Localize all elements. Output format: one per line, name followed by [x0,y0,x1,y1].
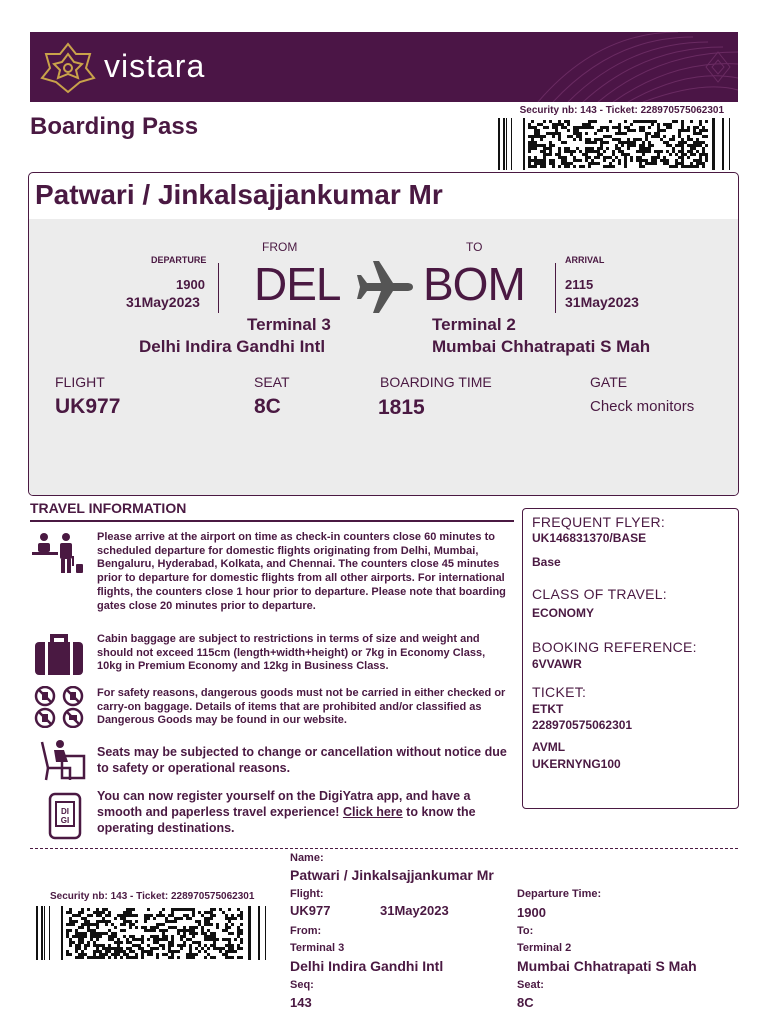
seat-number: 8C [254,395,281,418]
departure-divider [218,263,219,313]
class-of-travel-label: CLASS OF TRAVEL: [532,586,667,602]
flight-number: UK977 [55,395,121,418]
digiyatra-text [97,788,509,836]
stub-name-label: Name: [290,852,324,864]
flight-card [28,172,739,496]
loyalty-info-box [522,508,739,809]
stub-to-airport: Mumbai Chhatrapati S Mah [517,958,697,974]
stub-departure-time-label: Departure Time: [517,888,602,900]
dangerous-goods-icon [33,686,87,728]
dangerous-goods-text: For safety reasons, dangerous goods must not be carried in either checked or carry-on baggage. Details of items that are prohibited and/or classified as Dangerous Goods may be found in our website. [97,687,506,727]
meal-code: AVML [532,740,566,754]
departure-time: 1900 [176,277,205,292]
stub-name-value: Patwari / Jinkalsajjankumar Mr [290,867,494,883]
to-terminal: Terminal 2 [432,315,516,334]
frequent-flyer-number: UK146831370/BASE [532,531,647,545]
stub-from-label: From: [290,925,322,937]
baggage-icon [34,632,84,676]
airplane-icon [355,257,415,317]
stub-departure-time-value: 1900 [517,905,546,920]
boarding-time: 1815 [378,396,425,419]
ticket-number: 228970575062301 [532,718,633,732]
boarding-time-label: BOARDING TIME [380,374,492,390]
to-airport-code: BOM [423,258,525,310]
stub-to-label: To: [517,925,534,937]
seat-label: SEAT [254,374,290,390]
flight-label: FLIGHT [55,374,105,390]
vistara-logo-icon [38,40,98,96]
page-title: Boarding Pass [30,113,199,140]
arrival-date: 31May2023 [565,294,639,310]
stub-seat-value: 8C [517,995,534,1010]
gate-value: Check monitors [590,398,695,415]
to-label: TO [466,240,483,254]
flight-details-panel [29,219,739,496]
header-pattern-decoration [518,32,738,102]
travel-info-divider [30,520,514,522]
from-terminal: Terminal 3 [247,315,331,334]
frequent-flyer-label: FREQUENT FLYER: [532,514,666,530]
stub-security-line: Security nb: 143 - Ticket: 228970575062301 [50,891,255,902]
brand-wordmark: vistara [104,48,206,84]
booking-reference-label: BOOKING REFERENCE: [532,639,697,655]
to-airport-name: Mumbai Chhatrapati S Mah [432,337,651,356]
checkin-info-text: Please arrive at the airport on time as check-in counters close 60 minutes to scheduled departure for domestic flights originating from Delhi, Mumbai, Bengaluru, Hyderabad, Kolkata, and Chennai. The counters close 45 minutes prior to departure for domestic flights from all other airports. For international flights, the counters close 1 hour prior to departure. Please note that boarding gates close 20 minutes prior to departure. [97,531,506,612]
stub-seq-value: 143 [290,995,312,1010]
stub-seat-label: Seat: [517,979,544,991]
from-label: FROM [262,240,298,254]
class-of-travel-value: ECONOMY [532,606,595,620]
meal-reference: UKERNYNG100 [532,757,621,771]
baggage-info-text: Cabin baggage are subject to restrictions in terms of size and weight and should not exceed 115cm (length+width+height) or 7kg in Economy Class, 10kg in Premium Economy and 12kg in Business Class. [97,633,486,673]
arrival-divider [555,263,556,313]
ticket-label: TICKET: [532,684,587,700]
gate-label: GATE [590,374,628,390]
travel-info-title: TRAVEL INFORMATION [30,500,187,516]
seat-icon [36,738,88,782]
stub-seq-label: Seq: [290,979,314,991]
seat-change-text: Seats may be subjected to change or cancellation without notice due to safety or operational reasons. [97,745,507,775]
booking-reference-value: 6VVAWR [532,657,582,671]
departure-date: 31May2023 [126,294,200,310]
header-banner [30,32,738,102]
digiyatra-text-before: You can now register yourself on the DigiYatra app, and have a smooth and paperless travel experience! [97,789,471,819]
security-ticket-line: Security nb: 143 - Ticket: 228970575062301 [519,105,724,116]
digiyatra-text-after: to know the operating destinations. [97,805,476,835]
stub-from-airport: Delhi Indira Gandhi Intl [290,958,444,974]
tear-line [30,848,738,849]
from-airport-code: DEL [254,258,341,310]
passenger-name: Patwari / Jinkalsajjankumar Mr [35,179,443,210]
svg-text:DI: DI [61,807,69,816]
digiyatra-phone-icon [48,792,82,840]
check-in-counter-icon [30,530,86,580]
stub-flight-label: Flight: [290,888,324,900]
svg-text:GI: GI [60,816,70,825]
arrival-time: 2115 [565,277,594,292]
from-airport-name: Delhi Indira Gandhi Intl [139,337,326,356]
boarding-barcode-top [498,118,736,170]
stub-from-terminal: Terminal 3 [290,942,345,954]
frequent-flyer-tier: Base [532,555,561,569]
arrival-label: ARRIVAL [565,255,605,265]
boarding-barcode-stub [36,906,272,960]
stub-flight-value: UK977 [290,903,331,918]
departure-label: DEPARTURE [151,255,207,265]
stub-to-terminal: Terminal 2 [517,942,572,954]
stub-flight-date: 31May2023 [380,903,449,918]
click-here-link[interactable]: Click here [342,805,403,819]
ticket-type: ETKT [532,702,564,716]
